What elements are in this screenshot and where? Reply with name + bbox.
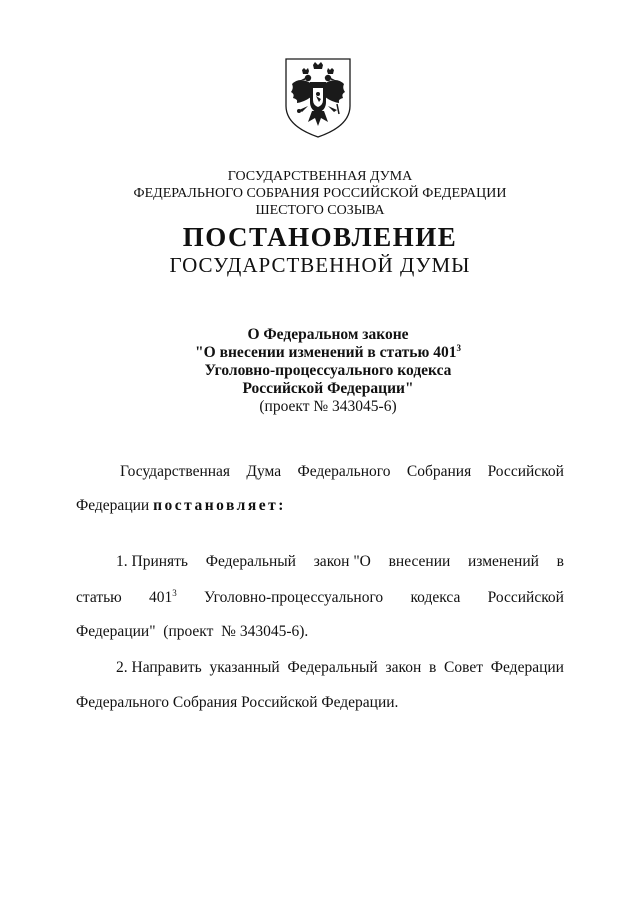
document-subject: [8, 326, 640, 416]
subject-line-4: Российской Федерации": [242, 380, 414, 397]
item2-word: 2. Направить: [116, 659, 202, 676]
item2-word: закон: [385, 659, 422, 676]
organization-header: [0, 168, 640, 219]
item-1-line-3: Федерации" (проект № 343045-6).: [76, 623, 309, 640]
subject-line-2: [8, 344, 640, 362]
header-line-3: ШЕСТОГО СОЗЫВА: [255, 203, 385, 218]
item2-word: Федеральный: [287, 659, 378, 676]
preamble-line-2: [76, 497, 564, 515]
item-1-line-2: [76, 589, 564, 607]
item1-word: 1. Принять: [116, 553, 189, 570]
preamble-federation: Федерации: [76, 497, 150, 514]
subject-line-3: Уголовно-процессуального кодекса: [204, 362, 452, 379]
item1-article-superscript: 3: [172, 588, 177, 598]
document-issuer-title: ГОСУДАРСТВЕННОЙ ДУМЫ: [169, 253, 471, 277]
item2-word: Федерации: [490, 659, 564, 676]
document-type-title: ПОСТАНОВЛЕНИЕ: [182, 222, 458, 252]
item-2-line-1: [116, 659, 564, 677]
header-line-1: ГОСУДАРСТВЕННАЯ ДУМА: [227, 169, 413, 184]
item1-word: в: [556, 553, 564, 570]
decree-word: постановляет:: [153, 497, 286, 514]
preamble-word: Федерального: [297, 463, 391, 480]
item1-word: Уголовно-процессуального: [204, 589, 384, 606]
item2-word: Совет: [444, 659, 484, 676]
subject-line-1: О Федеральном законе: [247, 326, 409, 343]
subject-article-superscript: 3: [456, 343, 461, 353]
preamble-line-1: [120, 463, 564, 481]
preamble-word: Собрания: [406, 463, 472, 480]
russian-coat-of-arms-icon: [282, 56, 354, 140]
state-emblem: [282, 56, 354, 140]
item2-word: в: [428, 659, 437, 676]
header-line-2: ФЕДЕРАЛЬНОГО СОБРАНИЯ РОССИЙСКОЙ ФЕДЕРАЦИИ: [133, 186, 507, 201]
item1-word: изменений: [468, 553, 539, 570]
preamble-word: Государственная: [120, 463, 231, 480]
item1-article: [149, 589, 177, 607]
item1-word: кодекса: [410, 589, 461, 606]
item1-word: Российской: [487, 589, 564, 606]
subject-line-2-text: "О внесении изменений в статью 401: [195, 344, 457, 361]
item1-word: статью: [76, 589, 122, 606]
subject-line-5: (проект № 343045-6): [259, 398, 397, 415]
item1-word: Федеральный: [205, 553, 296, 570]
preamble-word: Дума: [246, 463, 282, 480]
preamble-word: Российской: [487, 463, 564, 480]
item2-word: указанный: [209, 659, 280, 676]
item1-article-number: 401: [149, 589, 173, 606]
item-1-line-1: [116, 553, 564, 571]
item1-word: внесении: [388, 553, 451, 570]
item-2-line-2: Федерального Собрания Российской Федерации.: [76, 694, 399, 711]
item1-word: закон "О: [313, 553, 371, 570]
